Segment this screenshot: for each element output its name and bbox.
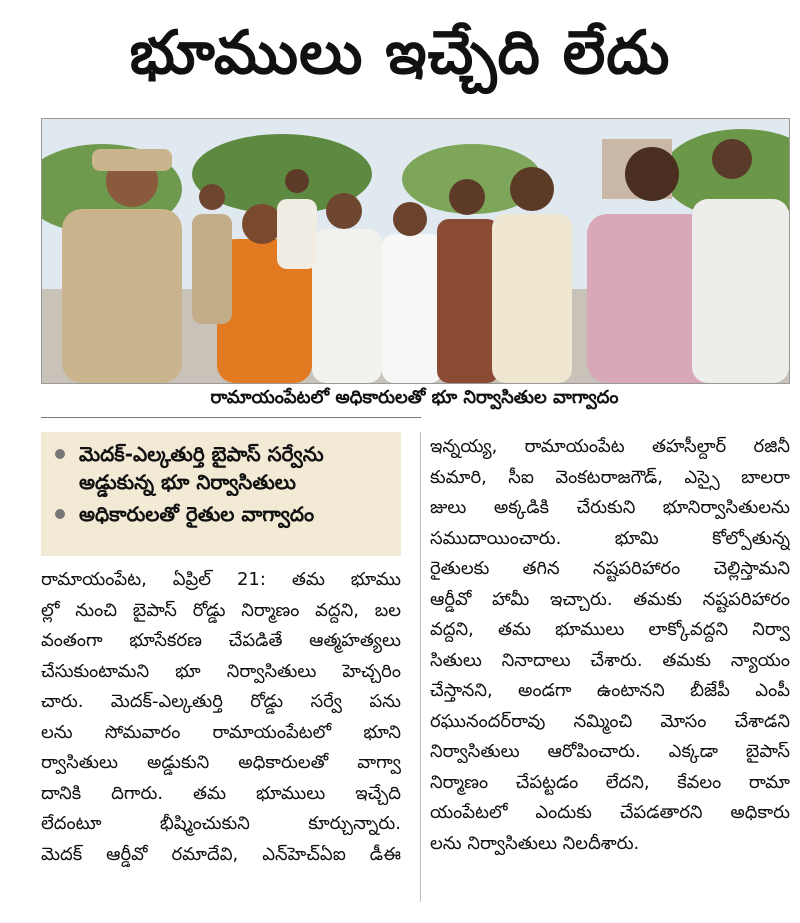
- body-line: లను సోమవారం రామాయంపేటలో భూని: [41, 721, 401, 743]
- body-line: ఆర్డీవో హామీ ఇచ్చారు. తమకు నష్టపరిహారం: [430, 588, 790, 610]
- highlight-text: అధికారులతో రైతుల వాగ్వాదం: [79, 502, 315, 526]
- body-line: నిర్మాణం చేపట్టడం లేదని, కేవలం రామా: [430, 771, 790, 793]
- headline: భూములు ఇచ్చేది లేదు: [129, 18, 671, 88]
- bullet-icon: [55, 509, 65, 519]
- body-line: లేదంటూ భీష్మించుకుని కూర్చున్నారు.: [41, 813, 401, 834]
- highlight-item: [55, 500, 391, 528]
- body-line: వద్దని, తమ భూములు లాక్కోవద్దని నిర్వా: [430, 619, 790, 640]
- caption-divider: [41, 417, 421, 418]
- body-line: యంపేటలో ఎందుకు చేపడతారని అధికారు: [430, 802, 790, 823]
- body-line: నిర్వాసితులు ఆరోపించారు. ఎక్కడా బైపాస్‌: [430, 741, 790, 762]
- body-line: వంతంగా భూసేకరణ చేపడితే ఆత్మహత్యలు: [41, 630, 401, 651]
- body-line: రైతులకు తగిన నష్టపరిహారం చెల్లిస్తామని: [430, 558, 790, 579]
- body-line: జులు అక్కడికి చేరుకుని భూనిర్వాసితులను: [430, 497, 790, 518]
- body-line: సముదాయించారు. భూమి కోల్పోతున్న: [430, 527, 790, 549]
- body-line: ర్వాసితులు అడ్డుకుని అధికారులతో వాగ్వా: [41, 752, 401, 773]
- body-line: చేస్తానని, అండగా ఉంటానని బీజేపీ ఎంపీ: [430, 680, 790, 701]
- photo-caption: రామాయంపేటలో అధికారులతో భూ నిర్వాసితుల వాగ్వాదం: [210, 386, 619, 408]
- highlight-text: మెదక్‌-ఎల్కతుర్తి బైపాస్‌ సర్వేను అడ్డుకున్న భూ నిర్వాసితులు: [79, 442, 324, 494]
- body-line: లను నిర్వాసితులు నిలదీశారు.: [430, 832, 640, 854]
- body-line: రామాయంపేట, ఏప్రిల్‌ 21: తమ భూము: [41, 569, 401, 590]
- highlights-box: [41, 432, 401, 556]
- bullet-icon: [55, 449, 65, 459]
- column-divider: [420, 432, 421, 902]
- body-line: చారు. మెదక్‌-ఎల్కతుర్తి రోడ్డు సర్వే పను: [41, 691, 401, 712]
- article-body-left: [41, 565, 401, 870]
- highlight-item: [55, 440, 391, 496]
- body-line: ల్లో నుంచి బైపాస్‌ రోడ్డు నిర్మాణం వద్దని, బల: [41, 599, 401, 621]
- body-line: రఘునందర్‌రావు నమ్మించి మోసం చేశాడని: [430, 710, 790, 732]
- body-line: సితులు నినాదాలు చేశారు. తమకు న్యాయం: [430, 649, 790, 671]
- body-line: కుమారి, సీఐ వెంకటరాజగౌడ్‌, ఎస్సై బాలరా: [430, 466, 790, 488]
- body-line: చేసుకుంటామని భూ నిర్వాసితులు హెచ్చరిం: [41, 660, 401, 682]
- news-photo: [41, 118, 790, 384]
- article-body-right: [430, 432, 790, 859]
- body-line: మెదక్‌ ఆర్డీవో రమాదేవి, ఎన్‌హెచ్‌ఏఐ డీఈ: [41, 843, 401, 865]
- body-line: దానికి దిగారు. తమ భూములు ఇచ్చేది: [41, 782, 401, 804]
- body-line: ఇన్నయ్య, రామాయంపేట తహసీల్దార్‌ రజినీ: [430, 436, 790, 457]
